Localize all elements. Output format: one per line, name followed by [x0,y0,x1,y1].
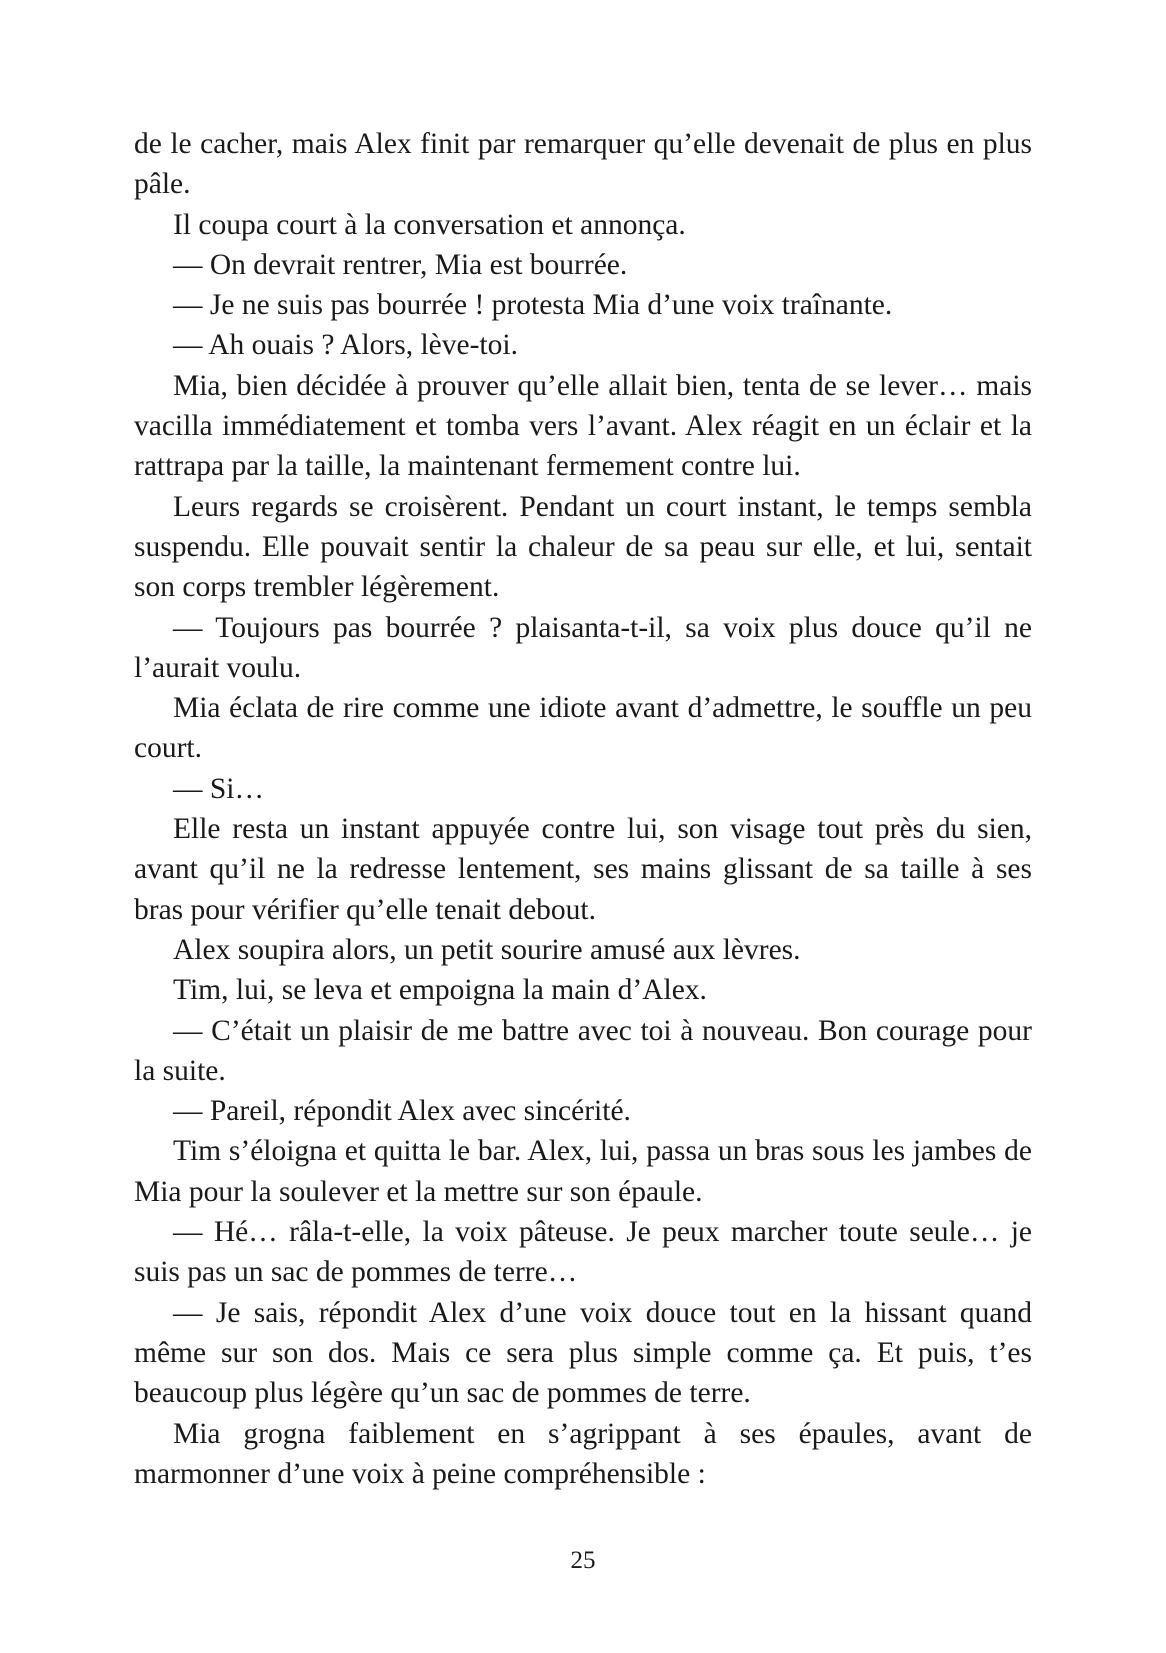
paragraph: — Pareil, répondit Alex avec sincérité. [173,1095,631,1128]
paragraph: de le cacher, mais Alex finit par remarquer qu’elle devenait de plus en plus pâle. [134,128,1032,201]
paragraph: — C’était un plaisir de me battre avec toi à nouveau. Bon courage pour la suite. [134,1014,1032,1087]
paragraph: — Toujours pas bourrée ? plaisanta-t-il, sa voix plus douce qu’il ne l’aurait voulu. [134,611,1032,684]
paragraph: Mia grogna faiblement en s’agrippant à ses épaules, avant de marmonner d’une voix à peine compréhensible : [134,1417,1032,1490]
paragraph: Alex soupira alors, un petit sourire amusé aux lèvres. [173,933,801,966]
paragraph: — Je ne suis pas bourrée ! protesta Mia d’une voix traînante. [173,289,893,322]
body-text [134,124,1032,1494]
paragraph: — Je sais, répondit Alex d’une voix douce tout en la hissant quand même sur son dos. Mais ce sera plus simple comme ça. Et puis, t’es beaucoup plus légère qu’un sac de pommes de terre. [134,1296,1032,1410]
paragraph: — Ah ouais ? Alors, lève-toi. [173,329,518,362]
paragraph: Tim, lui, se leva et empoigna la main d’Alex. [173,974,707,1007]
paragraph: Tim s’éloigna et quitta le bar. Alex, lui, passa un bras sous les jambes de Mia pour la soulever et la mettre sur son épaule. [134,1135,1032,1208]
paragraph: — Si… [173,772,264,805]
paragraph: — Hé… râla-t-elle, la voix pâteuse. Je peux marcher toute seule… je suis pas un sac de pommes de terre… [134,1216,1032,1289]
paragraph: Elle resta un instant appuyée contre lui, son visage tout près du sien, avant qu’il ne la redresse lentement, ses mains glissant de sa taille à ses bras pour vérifier qu’elle tenait debout. [134,813,1032,926]
paragraph: Mia éclata de rire comme une idiote avant d’admettre, le souffle un peu court. [134,692,1032,765]
page-number: 25 [570,1547,596,1574]
paragraph: Leurs regards se croisèrent. Pendant un court instant, le temps sembla suspendu. Elle pouvait sentir la chaleur de sa peau sur elle, et lui, sentait son corps trembler légèrement. [134,490,1032,604]
paragraph: Il coupa court à la conversation et annonça. [173,208,686,241]
paragraph: — On devrait rentrer, Mia est bourrée. [173,248,628,281]
paragraph: Mia, bien décidée à prouver qu’elle allait bien, tenta de se lever… mais vacilla immédiatement et tomba vers l’avant. Alex réagit en un éclair et la rattrapa par la taille, la maintenant fermement contre lui. [134,369,1032,483]
